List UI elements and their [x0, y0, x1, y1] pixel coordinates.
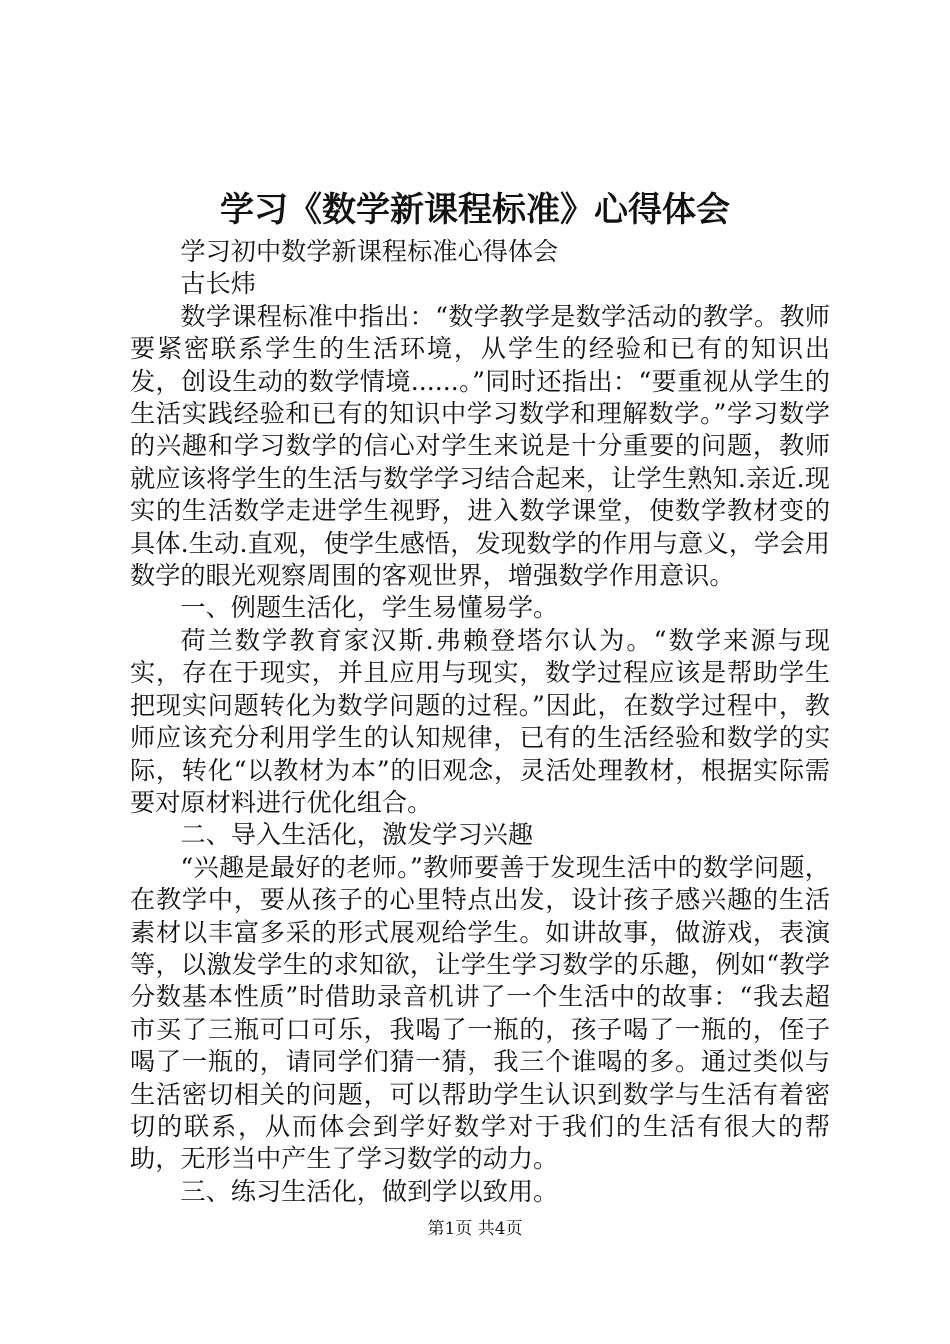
body-paragraph: 荷兰数学教育家汉斯.弗赖登塔尔认为。“数学来源与现实，存在于现实，并且应用与现实，数学过程应该是帮助学生把现实问题转化为数学问题的过程。”因此，在数学过程中，教师应该充分利用学生的认知规律，已有的生活经验和数学的实际，转化“以教材为本”的旧观念，灵活处理教材，根据实际需要对原材料进行优化组合。 — [130, 625, 830, 817]
section-heading-1: 一、例题生活化，学生易懂易学。 — [180, 593, 559, 623]
author-paragraph: 古长炜 — [180, 269, 256, 299]
section-heading-2: 二、导入生活化，激发学习兴趣 — [180, 820, 534, 850]
body-paragraph: “兴趣是最好的老师。”教师要善于发现生活中的数学问题，在教学中，要从孩子的心里特点出发，设计孩子感兴趣的生活素材以丰富多采的形式展观给学生。如讲故事，做游戏，表演等，以激发学生的求知欲，让学生学习数学的乐趣，例如“教学分数基本性质”时借助录音机讲了一个生活中的故事：“我去超市买了三瓶可口可乐，我喝了一瓶的，孩子喝了一瓶的，侄子喝了一瓶的，请同学们猜一猜，我三个谁喝的多。通过类似与生活密切相关的问题，可以帮助学生认识到数学与生活有着密切的联系，从而体会到学好数学对于我们的生活有很大的帮助，无形当中产生了学习数学的动力。 — [130, 852, 830, 1174]
document-body — [130, 236, 830, 1208]
document-title: 学习《数学新课程标准》心得体会 — [220, 190, 730, 230]
page-number-footer: 第1页 共4页 — [427, 1219, 523, 1239]
subtitle-paragraph: 学习初中数学新课程标准心得体会 — [180, 237, 559, 266]
section-heading-3: 三、练习生活化，做到学以致用。 — [180, 1176, 559, 1206]
body-paragraph: 数学课程标准中指出：“数学教学是数学活动的教学。教师要紧密联系学生的生活环境，从学生的经验和已有的知识出发，创设生动的数学情境......。”同时还指出：“要重视从学生的生活实践经验和已有的知识中学习数学和理解数学。”学习数学的兴趣和学习数学的信心对学生来说是十分重要的问题，教师就应该将学生的生活与数学学习结合起来，让学生熟知.亲近.现实的生活数学走进学生视野，进入数学课堂，使数学教材变的具体.生动.直观，使学生感悟，发现数学的作用与意义，学会用数学的眼光观察周围的客观世界，增强数学作用意识。 — [130, 301, 830, 591]
